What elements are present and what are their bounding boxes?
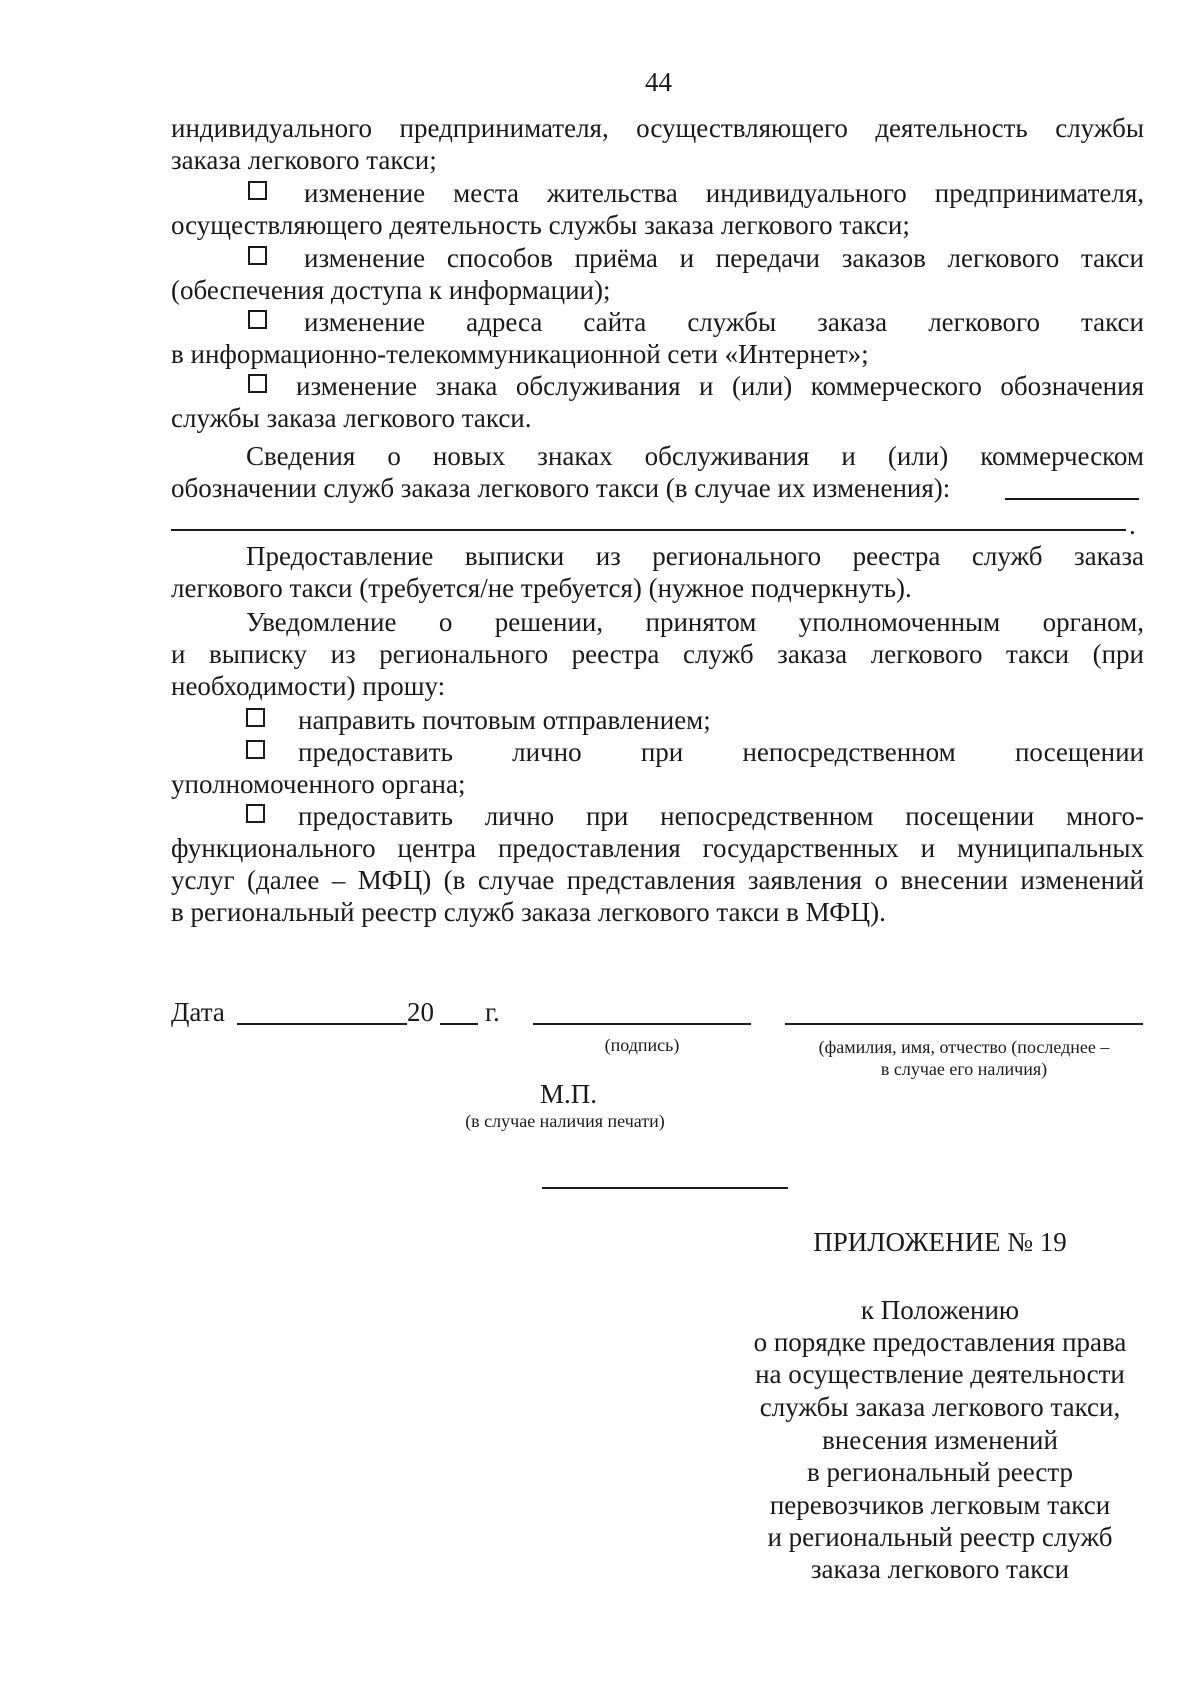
full-name-caption-1: (фамилия, имя, отчество (последнее – <box>818 1037 1110 1057</box>
appendix-line: заказа легкового такси <box>810 1554 1070 1584</box>
text-line: изменение места жительства индивидуального предпринимателя, <box>304 178 1144 208</box>
year-prefix: 20 <box>407 997 434 1027</box>
checkbox[interactable] <box>246 708 265 727</box>
year-suffix: г. <box>485 997 500 1027</box>
text-line: в информационно-телекоммуникационной сети «Интернет»; <box>171 339 869 369</box>
text-line: направить почтовым отправлением; <box>298 705 711 735</box>
text-line: Предоставление выписки из регионального реестра служб заказа <box>246 541 1144 571</box>
checkbox[interactable] <box>248 246 267 265</box>
text-line: функционального центра предоставления государственных и муниципальных <box>171 833 1144 863</box>
appendix-line: и региональный реестр служб <box>767 1522 1113 1552</box>
appendix-title: ПРИЛОЖЕНИЕ № 19 <box>813 1227 1067 1257</box>
text-line: заказа легкового такси; <box>171 145 437 175</box>
full-name-field[interactable] <box>785 1023 1143 1025</box>
text-line: предоставить лично при непосредственном посещении много- <box>298 801 1144 831</box>
date-field[interactable] <box>237 1023 407 1025</box>
appendix-line: службы заказа легкового такси, <box>759 1392 1121 1422</box>
date-label: Дата <box>171 997 225 1027</box>
text-line: и выписку из регионального реестра служб заказа легкового такси (при <box>171 639 1144 669</box>
text-line: индивидуального предпринимателя, осуществляющего деятельность службы <box>171 113 1144 143</box>
text-line: Сведения о новых знаках обслуживания и (или) коммерческом <box>246 441 1144 471</box>
text-line: в региональный реестр служб заказа легкового такси в МФЦ). <box>171 897 886 927</box>
text-line: легкового такси (требуется/не требуется) (нужное подчеркнуть). <box>171 573 912 603</box>
text-line: обозначении служб заказа легкового такси (в случае их изменения): <box>171 473 951 503</box>
full-name-caption-2: в случае его наличия) <box>880 1059 1048 1079</box>
appendix-line: внесения изменений <box>822 1425 1058 1455</box>
blank-line[interactable] <box>1005 498 1139 500</box>
text-line: изменение знака обслуживания и (или) коммерческого обозначения <box>296 371 1144 401</box>
text-line: изменение способов приёма и передачи заказов легкового такси <box>304 243 1144 273</box>
page-number: 44 <box>645 67 672 97</box>
stamp-label: М.П. <box>540 1079 598 1109</box>
checkbox[interactable] <box>248 181 267 200</box>
signature-caption: (подпись) <box>604 1035 680 1055</box>
checkbox[interactable] <box>248 374 267 393</box>
text-line: службы заказа легкового такси. <box>171 403 532 433</box>
section-divider <box>542 1187 788 1189</box>
text-line: уполномоченного органа; <box>171 769 466 799</box>
text-line: изменение адреса сайта службы заказа легкового такси <box>304 307 1144 337</box>
text-line: осуществляющего деятельность службы заказа легкового такси; <box>171 210 910 240</box>
text-line: необходимости) прошу: <box>171 671 446 701</box>
text-line: услуг (далее – МФЦ) (в случае представления заявления о внесении изменений <box>171 865 1144 895</box>
text-line: (обеспечения доступа к информации); <box>171 275 611 305</box>
stamp-caption: (в случае наличия печати) <box>465 1111 665 1131</box>
appendix-line: к Положению <box>860 1295 1020 1325</box>
appendix-line: в региональный реестр <box>806 1457 1073 1487</box>
checkbox[interactable] <box>246 804 265 823</box>
text-period: . <box>1129 510 1136 540</box>
year-field[interactable] <box>440 1023 478 1025</box>
checkbox[interactable] <box>248 310 267 329</box>
appendix-line: о порядке предоставления права <box>753 1327 1127 1357</box>
signature-field[interactable] <box>533 1023 751 1025</box>
checkbox[interactable] <box>246 740 265 759</box>
blank-line[interactable] <box>171 529 1126 531</box>
text-line: Уведомление о решении, принятом уполномоченным органом, <box>246 607 1144 637</box>
appendix-line: на осуществление деятельности <box>755 1359 1125 1389</box>
text-line: предоставить лично при непосредственном посещении <box>298 737 1144 767</box>
appendix-line: перевозчиков легковым такси <box>769 1490 1111 1520</box>
